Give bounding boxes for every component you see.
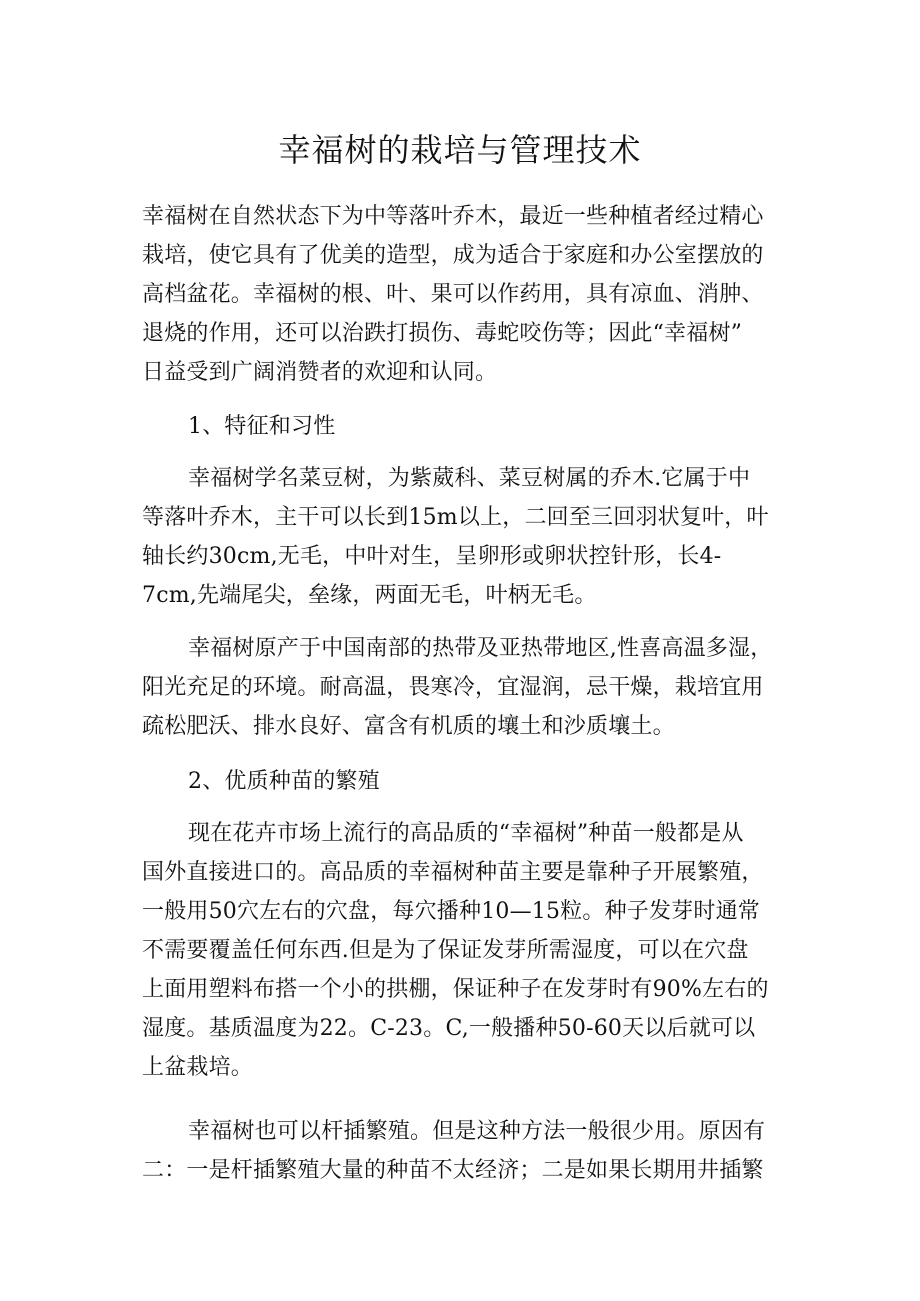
paragraph-line: 一般用50穴左右的穴盘，每穴播种10—15粒。种子发芽时通常 <box>142 899 760 924</box>
paragraph-line: 上面用塑料布搭一个小的拱棚，保证种子在发芽时有90%左右的 <box>142 977 769 1002</box>
paragraph-line: 幸福树在自然状态下为中等落叶乔木，最近一些种植者经过精心 <box>142 204 764 229</box>
paragraph-line: 幸福树原产于中国南部的热带及亚热带地区,性喜高温多湿， <box>188 636 773 661</box>
paragraph-line: 湿度。基质温度为22。C-23。C,一般播种50-60天以后就可以 <box>142 1016 756 1041</box>
paragraph-line: 退烧的作用，还可以治跌打损伤、毒蛇咬伤等；因此“幸福树” <box>142 321 743 346</box>
section-heading: 1、特征和习性 <box>188 414 336 439</box>
paragraph-line: 7cm,先端尾尖，垒缘，两面无毛，叶柄无毛。 <box>142 583 597 608</box>
paragraph-line: 上盆栽培。 <box>142 1055 254 1080</box>
section-heading: 2、优质种苗的繁殖 <box>188 769 380 794</box>
paragraph-line: 不需要覆盖任何东西.但是为了保证发芽所需湿度，可以在穴盘 <box>142 938 749 963</box>
paragraph-line: 二：一是杆插繁殖大量的种苗不太经济；二是如果长期用井插繁 <box>142 1158 764 1183</box>
paragraph-line: 日益受到广阔消赞者的欢迎和认同。 <box>142 360 498 385</box>
paragraph-line: 疏松肥沃、排水良好、富含有机质的壤土和沙质壤土。 <box>142 714 675 739</box>
paragraph-line: 等落叶乔木，主干可以长到15m以上，二回至三回羽状复叶，叶 <box>142 505 769 530</box>
paragraph-line: 幸福树也可以杆插繁殖。但是这种方法一般很少用。原因有 <box>188 1119 766 1144</box>
paragraph-line: 阳光充足的环境。耐高温，畏寒冷，宜湿润，忌干燥，栽培宜用 <box>142 675 764 700</box>
paragraph-line: 国外直接进口的。高品质的幸福树种苗主要是靠种子开展繁殖， <box>142 860 764 885</box>
paragraph-line: 现在花卉市场上流行的高品质的“幸福树”种苗一般都是从 <box>188 821 744 846</box>
document-title: 幸福树的栽培与管理技术 <box>278 131 642 169</box>
paragraph-line: 栽培，使它具有了优美的造型，成为适合于家庭和办公室摆放的 <box>142 243 764 268</box>
paragraph-line: 高档盆花。幸福树的根、叶、果可以作药用，具有凉血、消肿、 <box>142 282 764 307</box>
paragraph-line: 幸福树学名菜豆树，为紫葳科、菜豆树属的乔木.它属于中 <box>188 466 751 491</box>
paragraph-line: 轴长约30cm,无毛，中叶对生，呈卵形或卵状控针形，长4- <box>142 544 722 569</box>
